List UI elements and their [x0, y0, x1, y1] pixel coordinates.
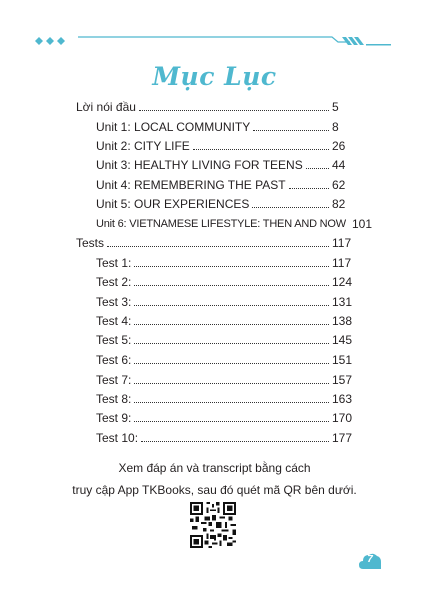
toc-entry-unit-2[interactable]	[96, 134, 366, 153]
toc-entry-test-10[interactable]	[96, 426, 366, 445]
dotted-leader	[141, 441, 329, 442]
toc-entry-page: 5	[332, 100, 339, 114]
toc-entry-label: Test 9:	[96, 411, 132, 425]
toc-entry-label: Test 8:	[96, 392, 132, 406]
toc-entry-unit-6[interactable]	[96, 212, 372, 231]
toc-entry-preface[interactable]	[76, 95, 366, 114]
dotted-leader	[134, 266, 329, 267]
toc-entry-label: Lời nói đầu	[76, 100, 136, 114]
toc-entry-page: 177	[332, 431, 353, 445]
toc-entry-unit-1[interactable]	[96, 115, 366, 134]
toc-entry-page: 82	[332, 197, 346, 211]
toc-entry-test-6[interactable]	[96, 348, 366, 367]
toc-entry-page: 131	[332, 295, 353, 309]
toc-entry-label: Tests	[76, 236, 105, 250]
toc-entry-unit-4[interactable]	[96, 173, 366, 192]
dotted-leader	[134, 402, 329, 403]
dotted-leader	[139, 110, 329, 111]
dotted-leader	[134, 421, 329, 422]
toc-entry-page: 138	[332, 314, 353, 328]
toc-entry-page: 117	[332, 256, 352, 270]
dotted-leader	[252, 207, 329, 208]
qr-code-icon[interactable]	[190, 502, 236, 548]
toc-entry-page: 170	[332, 411, 353, 425]
dotted-leader	[134, 383, 329, 384]
dotted-leader	[134, 324, 329, 325]
toc-entry-label: Test 6:	[96, 353, 132, 367]
toc-entry-page: 44	[332, 158, 346, 172]
page-number: 7	[367, 554, 373, 565]
dotted-leader	[289, 188, 329, 189]
toc-entry-page: 8	[332, 120, 339, 134]
dotted-leader	[253, 130, 329, 131]
answer-key-note-line-1: Xem đáp án và transcript bằng cách	[118, 461, 311, 475]
toc-entry-test-9[interactable]	[96, 406, 366, 425]
dotted-leader	[134, 285, 329, 286]
dotted-leader	[193, 149, 329, 150]
toc-entry-label: Test 2:	[96, 275, 132, 289]
toc-entry-page: 163	[332, 392, 353, 406]
toc-entry-test-2[interactable]	[96, 270, 366, 289]
toc-entry-page: 145	[332, 333, 353, 347]
toc-entry-label: Test 1:	[96, 256, 132, 270]
dotted-leader	[107, 246, 329, 247]
dotted-leader	[134, 305, 329, 306]
toc-entry-tests[interactable]	[76, 231, 366, 250]
toc-entry-test-8[interactable]	[96, 387, 366, 406]
toc-entry-label: Unit 4: REMEMBERING THE PAST	[96, 178, 286, 192]
toc-entry-page: 157	[332, 373, 353, 387]
toc-entry-unit-3[interactable]	[96, 153, 366, 172]
toc-entry-label: Test 4:	[96, 314, 132, 328]
dotted-leader	[134, 363, 329, 364]
toc-entry-label: Test 10:	[96, 431, 139, 445]
page-title: Mục Lục	[152, 62, 277, 91]
toc-entry-test-1[interactable]	[96, 251, 366, 270]
dotted-leader	[306, 168, 329, 169]
toc-entry-label: Unit 6: VIETNAMESE LIFESTYLE: THEN AND NOW	[96, 218, 346, 230]
toc-entry-test-4[interactable]	[96, 309, 366, 328]
toc-entry-label: Test 3:	[96, 295, 132, 309]
toc-entry-label: Unit 1: LOCAL COMMUNITY	[96, 120, 251, 134]
diamond-ornament-icon	[35, 36, 69, 46]
toc-entry-label: Test 7:	[96, 373, 132, 387]
toc-entry-test-3[interactable]	[96, 290, 366, 309]
toc-entry-unit-5[interactable]	[96, 192, 366, 211]
toc-entry-label: Unit 5: OUR EXPERIENCES	[96, 197, 250, 211]
dotted-leader	[134, 343, 329, 344]
toc-entry-label: Unit 2: CITY LIFE	[96, 139, 190, 153]
toc-entry-page: 101	[351, 217, 372, 231]
toc-entry-label: Test 5:	[96, 333, 132, 347]
page-number-badge	[358, 549, 382, 573]
toc-entry-label: Unit 3: HEALTHY LIVING FOR TEENS	[96, 158, 303, 172]
toc-entry-page: 117	[332, 236, 352, 250]
answer-key-note-line-2: truy cập App TKBooks, sau đó quét mã QR bên dưới.	[72, 483, 357, 497]
toc-entry-page: 124	[332, 275, 353, 289]
slash-stripes-icon	[342, 37, 364, 45]
toc-entry-page: 151	[332, 353, 353, 367]
toc-entry-test-5[interactable]	[96, 328, 366, 347]
toc-entry-page: 62	[332, 178, 346, 192]
toc-entry-page: 26	[332, 139, 346, 153]
toc-entry-test-7[interactable]	[96, 368, 366, 387]
